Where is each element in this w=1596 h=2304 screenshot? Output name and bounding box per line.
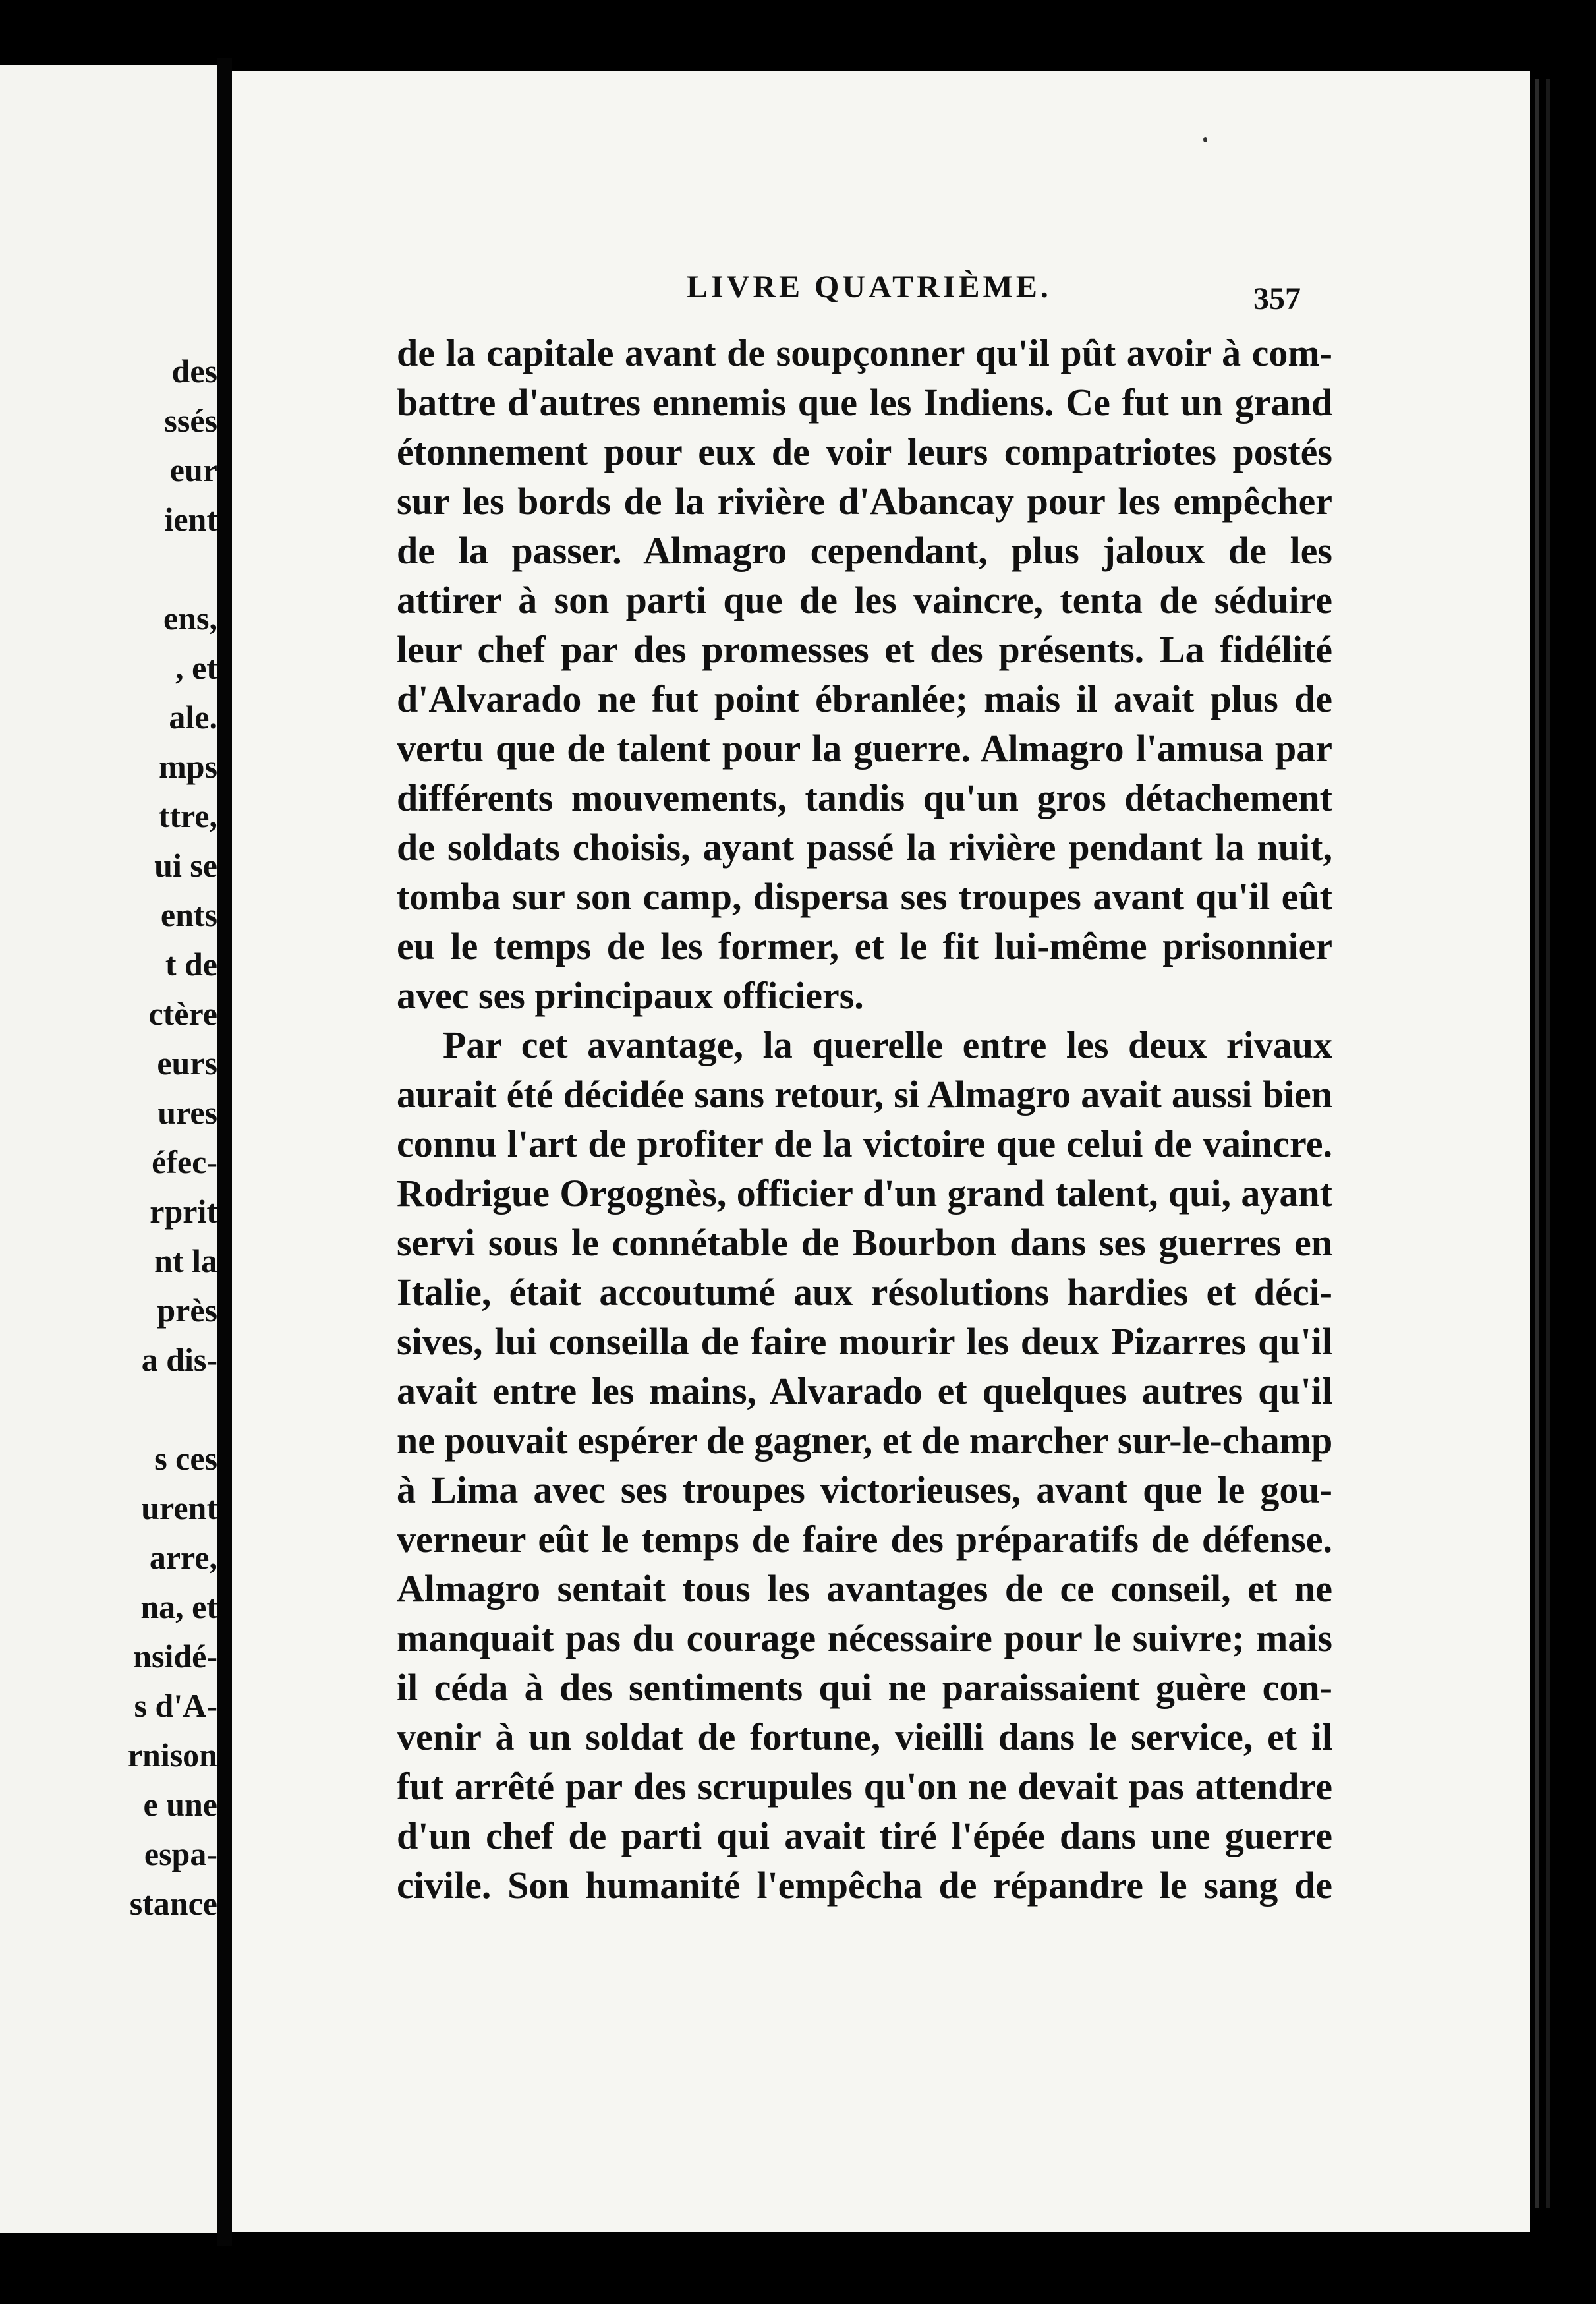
left-line-14: ctère	[148, 995, 217, 1032]
text-line: attirer à son parti que de les vaincre, tenta de séduire	[397, 579, 1332, 621]
text-line: avec ses principaux officiers.	[397, 974, 864, 1017]
left-line-6: ens,	[163, 600, 217, 637]
running-header: LIVRE QUATRIÈME.	[687, 270, 1052, 304]
left-line-20: près	[157, 1292, 217, 1329]
text-line: manquait pas du courage nécessaire pour le suivre; mais	[397, 1617, 1332, 1659]
left-line-11: ui se	[154, 847, 217, 884]
text-line: Almagro sentait tous les avantages de ce conseil, et ne	[397, 1567, 1332, 1610]
left-line-21: a dis-	[141, 1341, 217, 1378]
text-line: eu le temps de les former, et le fit lui-même prisonnier	[397, 925, 1332, 967]
left-line-15: eurs	[157, 1045, 217, 1081]
page-edge	[1546, 79, 1550, 2208]
left-line-12: ents	[160, 896, 217, 933]
left-line-28: s d'A-	[134, 1687, 217, 1724]
left-line-27: nsidé-	[133, 1638, 217, 1675]
text-line: différents mouvements, tandis qu'un gros détachement	[397, 776, 1332, 819]
left-line-17: éfec-	[152, 1143, 217, 1180]
left-line-9: mps	[159, 748, 217, 785]
text-line: fut arrêté par des scrupules qu'on ne devait pas attendre	[397, 1765, 1332, 1808]
text-line: vertu que de talent pour la guerre. Almagro l'amusa par	[397, 727, 1332, 770]
text-line: étonnement pour eux de voir leurs compatriotes postés	[397, 430, 1332, 473]
page-edge	[1535, 79, 1539, 2208]
text-line: Rodrigue Orgognès, officier d'un grand talent, qui, ayant	[397, 1172, 1332, 1215]
left-line-1: des	[171, 353, 217, 389]
left-line-32: stance	[129, 1885, 217, 1922]
text-line: de la capitale avant de soupçonner qu'il pût avoir à com-	[397, 331, 1332, 374]
text-line: Italie, était accoutumé aux résolutions hardies et déci-	[397, 1271, 1332, 1313]
text-line: avait entre les mains, Alvarado et quelques autres qu'il	[397, 1369, 1332, 1412]
left-page-fragment	[0, 65, 217, 2233]
text-line: civile. Son humanité l'empêcha de répandre le sang de	[397, 1864, 1332, 1907]
text-line: sur les bords de la rivière d'Abancay pour les empêcher	[397, 480, 1332, 523]
paper-speck	[1203, 137, 1207, 142]
book-gutter	[217, 58, 232, 2246]
text-line: tomba sur son camp, dispersa ses troupes avant qu'il eût	[397, 875, 1332, 918]
left-line-30: e une	[143, 1786, 217, 1823]
left-line-25: arre,	[149, 1539, 217, 1576]
book-page	[232, 71, 1530, 2232]
left-line-7: , et	[175, 649, 217, 686]
text-line: à Lima avec ses troupes victorieuses, avant que le gou-	[397, 1468, 1332, 1511]
text-line: connu l'art de profiter de la victoire que celui de vaincre.	[397, 1122, 1332, 1165]
page-number: 357	[1253, 281, 1301, 316]
left-line-10: ttre,	[158, 797, 217, 834]
text-line: leur chef par des promesses et des présents. La fidélité	[397, 628, 1332, 671]
left-line-24: urent	[141, 1489, 217, 1526]
text-line: d'un chef de parti qui avait tiré l'épée dans une guerre	[397, 1814, 1332, 1857]
text-line: d'Alvarado ne fut point ébranlée; mais il avait plus de	[397, 677, 1332, 720]
left-line-4: ient	[164, 501, 217, 538]
left-line-13: t de	[165, 946, 217, 983]
left-line-16: ures	[157, 1094, 217, 1131]
left-line-3: eur	[169, 451, 217, 488]
text-line: battre d'autres ennemis que les Indiens. Ce fut un grand	[397, 381, 1332, 424]
text-line: ne pouvait espérer de gagner, et de marcher sur-le-champ	[397, 1419, 1333, 1462]
text-line: venir à un soldat de fortune, vieilli dans le service, et il	[397, 1715, 1332, 1758]
page-body	[397, 328, 1332, 1910]
left-line-26: na, et	[140, 1588, 217, 1625]
paragraph-start-line: Par cet avantage, la querelle entre les deux rivaux	[443, 1023, 1332, 1066]
text-line: de soldats choisis, ayant passé la rivière pendant la nuit,	[397, 826, 1332, 869]
left-line-29: rnison	[127, 1737, 217, 1773]
left-line-19: nt la	[154, 1242, 217, 1279]
left-line-8: ale.	[169, 699, 217, 735]
left-line-18: rprit	[150, 1193, 217, 1230]
text-line: sives, lui conseilla de faire mourir les deux Pizarres qu'il	[397, 1320, 1332, 1363]
text-line: servi sous le connétable de Bourbon dans ses guerres en	[397, 1221, 1332, 1264]
text-line: de la passer. Almagro cependant, plus jaloux de les	[397, 529, 1332, 572]
left-line-31: espa-	[144, 1835, 217, 1872]
text-line: il céda à des sentiments qui ne paraissaient guère con-	[397, 1666, 1332, 1709]
left-line-23: s ces	[154, 1440, 217, 1477]
text-line: aurait été décidée sans retour, si Almagro avait aussi bien	[397, 1073, 1332, 1116]
text-line: verneur eût le temps de faire des préparatifs de défense.	[397, 1518, 1332, 1561]
left-line-2: ssés	[164, 402, 217, 439]
